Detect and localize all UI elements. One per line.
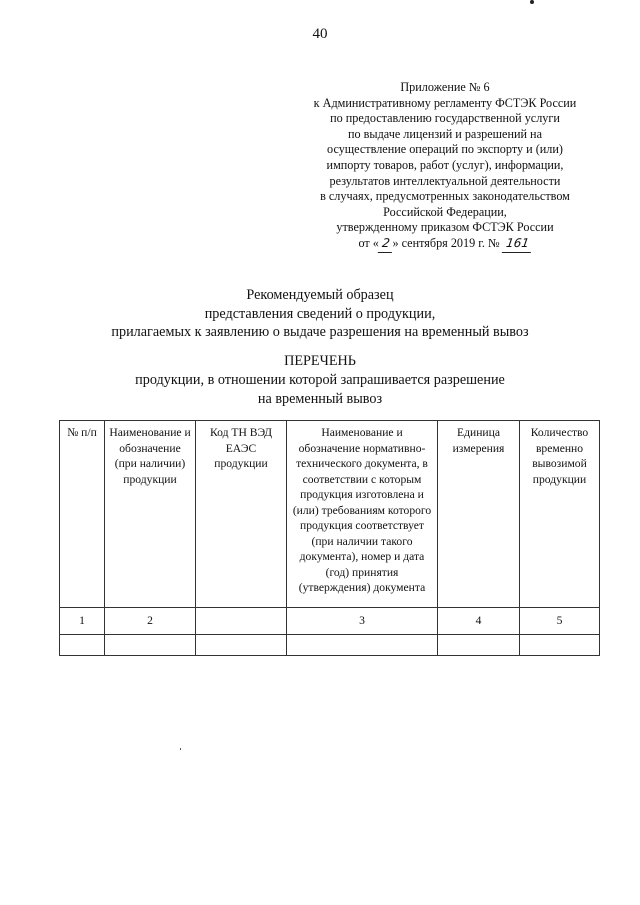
handwritten-order-number: 161 — [501, 236, 532, 253]
appendix-block — [300, 80, 590, 253]
table-cell — [60, 635, 105, 656]
date-middle: » сентября 2019 г. № — [392, 235, 503, 250]
column-number-row — [60, 608, 600, 635]
column-number — [196, 608, 287, 635]
sample-line: Рекомендуемый образец — [246, 287, 394, 303]
appendix-line: Российской Федерации, — [383, 204, 507, 219]
appendix-line: осуществление операций по экспорту и (или) — [327, 142, 563, 157]
table-row — [60, 635, 600, 656]
column-number: 4 — [438, 608, 520, 635]
handwritten-day: 2 — [378, 236, 394, 253]
table-cell — [520, 635, 600, 656]
list-title: ПЕРЕЧЕНЬ — [284, 353, 356, 369]
table-cell — [105, 635, 196, 656]
sample-line: представления сведений о продукции, — [204, 305, 436, 322]
column-header: Наименование и обозначение (при наличии) продукции — [105, 421, 196, 608]
column-header: Единица измерения — [438, 421, 520, 608]
date-prefix: от « — [358, 235, 379, 250]
table-cell — [287, 635, 438, 656]
appendix-line: импорту товаров, работ (услуг), информации, — [326, 157, 564, 172]
page-number: 40 — [312, 26, 328, 42]
appendix-line: к Административному регламенту ФСТЭК России — [313, 95, 577, 110]
column-number: 3 — [287, 608, 438, 635]
appendix-line: результатов интеллектуальной деятельности — [329, 173, 561, 188]
product-table — [59, 420, 600, 656]
scan-dot — [530, 0, 534, 4]
column-header: № п/п — [60, 421, 105, 608]
scan-speck — [180, 748, 181, 750]
table-header-row — [60, 421, 600, 608]
appendix-date-line — [300, 236, 590, 253]
appendix-line: по предоставлению государственной услуги — [330, 111, 560, 126]
list-heading — [0, 352, 640, 409]
column-number: 1 — [60, 608, 105, 635]
sample-line: прилагаемых к заявлению о выдаче разрешения на временный вывоз — [111, 324, 529, 340]
appendix-line: Приложение № 6 — [400, 80, 490, 94]
appendix-line: в случаях, предусмотренных законодательством — [320, 189, 570, 204]
column-header: Код ТН ВЭД ЕАЭС продукции — [196, 421, 287, 608]
column-number: 5 — [520, 608, 600, 635]
table-cell — [196, 635, 287, 656]
list-subtitle: продукции, в отношении которой запрашивается разрешение — [135, 372, 505, 388]
table-cell — [438, 635, 520, 656]
list-subtitle: на временный вывоз — [257, 391, 383, 407]
column-header: Количество временно вывозимой продукции — [520, 421, 600, 608]
column-header: Наименование и обозначение нормативно-технического документа, в соответствии с которым продукция изготовлена и (или) требованиям которого продукция соответствует (при наличии такого документа), номер и дата (год) принятия (утверждения) документа — [287, 421, 438, 608]
column-number: 2 — [105, 608, 196, 635]
appendix-line: утвержденному приказом ФСТЭК России — [336, 220, 554, 235]
sample-heading — [0, 286, 640, 342]
appendix-line: по выдаче лицензий и разрешений на — [347, 126, 542, 141]
